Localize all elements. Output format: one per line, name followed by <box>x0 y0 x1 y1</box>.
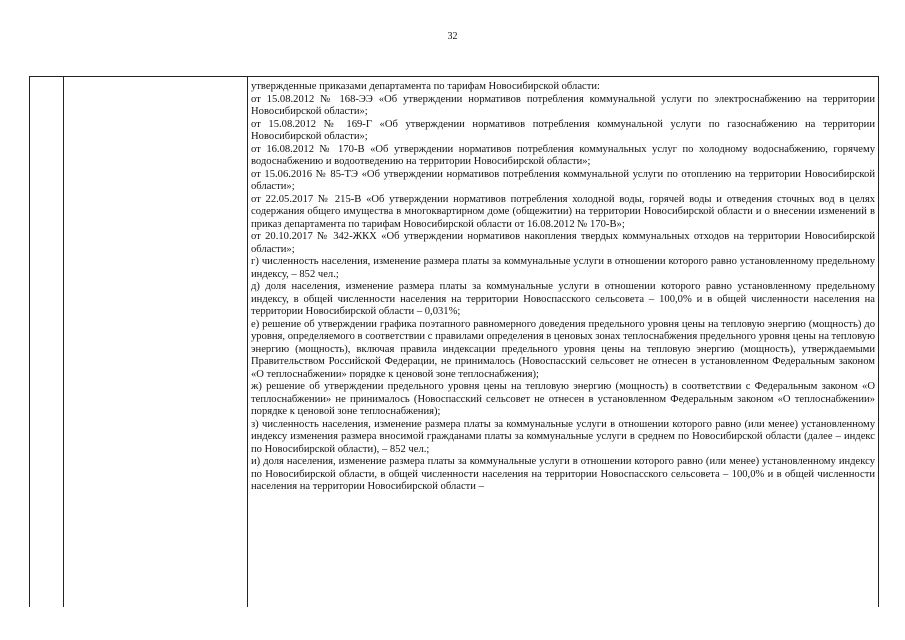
paragraph-item-zh: ж) решение об утверждении предельного уровня цены на тепловую энергию (мощность) в соответствии с Федеральным законом «О теплоснабжении» не принималось (Новоспасский сельсовет не отнесен в установленном Федеральным законом «О теплоснабжении» порядке к ценовой зоне теплоснабжения); <box>251 381 875 417</box>
paragraph-order-215: от 22.05.2017 № 215-В «Об утверждении нормативов потребления холодной воды, горячей воды и отведения сточных вод в целях содержания общего имущества в многоквартирном доме (общежитии) на территории Новосибирской области и о внесении изменений в приказ департамента по тарифам Новосибирской области от 16.08.2012 № 170-В»; <box>251 193 875 230</box>
paragraph-order-85: от 15.06.2016 № 85-ТЭ «Об утверждении нормативов потребления коммунальной услуги по отоплению на территории Новосибирской области»; <box>251 168 875 192</box>
page-number: 32 <box>447 31 458 42</box>
paragraph-item-e: е) решение об утверждении графика поэтапного равномерного доведения предельного уровня цены на тепловую энергию (мощность) до уровня, определяемого в соответствии с правилами определения в ценовых зонах теплоснабжения предельного уровня цены на тепловую энергию (мощность), включая правила индексации предельного уровня цены на тепловую энергию (мощность), утверждаемыми Правительством Российской Федерации, не принималось (Новоспасский сельсовет не отнесен в установленном Федеральным законом «О теплоснабжении» порядке к ценовой зоне теплоснабжения); <box>251 318 875 380</box>
paragraph-order-170: от 16.08.2012 № 170-В «Об утверждении нормативов потребления коммунальных услуг по холодному водоснабжению, горячему водоснабжению и водоотведению на территории Новосибирской области»; <box>251 143 875 167</box>
document-table <box>29 76 879 607</box>
paragraph-item-z: з) численность населения, изменение размера платы за коммунальные услуги в отношении которого равно (или менее) установленному индексу изменения размера вносимой гражданами платы за коммунальные услуги в среднем по Новосибирской области (далее – индекс по Новосибирской области), – 852 чел.; <box>251 418 875 455</box>
table-column-number <box>30 77 64 607</box>
paragraph-order-342: от 20.10.2017 № 342-ЖКХ «Об утверждении нормативов накопления твердых коммунальных отходов на территории Новосибирской области»; <box>251 231 875 255</box>
paragraph-order-169: от 15.08.2012 № 169-Г «Об утверждении нормативов потребления коммунальной услуги по газоснабжению на территории Новосибирской области»; <box>251 118 875 142</box>
paragraph-intro: утвержденные приказами департамента по тарифам Новосибирской области: <box>251 81 600 92</box>
paragraph-item-i: и) доля населения, изменение размера платы за коммунальные услуги в отношении которого равно (или менее) установленному индексу по Новосибирской области, в общей численности населения на территории Новоспасского сельсовета – 100,0% и в общей численности населения на территории Новосибирской области – <box>251 456 875 492</box>
paragraph-order-168: от 15.08.2012 № 168-ЭЭ «Об утверждении нормативов потребления коммунальной услуги по электроснабжению на территории Новосибирской области»; <box>251 93 875 117</box>
paragraph-item-d: д) доля населения, изменение размера платы за коммунальные услуги в отношении которого равно установленному предельному индексу, в общей численности населения на территории Новоспасского сельсовета – 100,0% и в общей численности населения на территории Новосибирской области – 0,031%; <box>251 281 875 317</box>
table-column-content <box>248 77 878 607</box>
paragraph-item-g: г) численность населения, изменение размера платы за коммунальные услуги в отношении которого равно установленному предельному индексу, – 852 чел.; <box>251 256 875 280</box>
table-column-title <box>64 77 248 607</box>
